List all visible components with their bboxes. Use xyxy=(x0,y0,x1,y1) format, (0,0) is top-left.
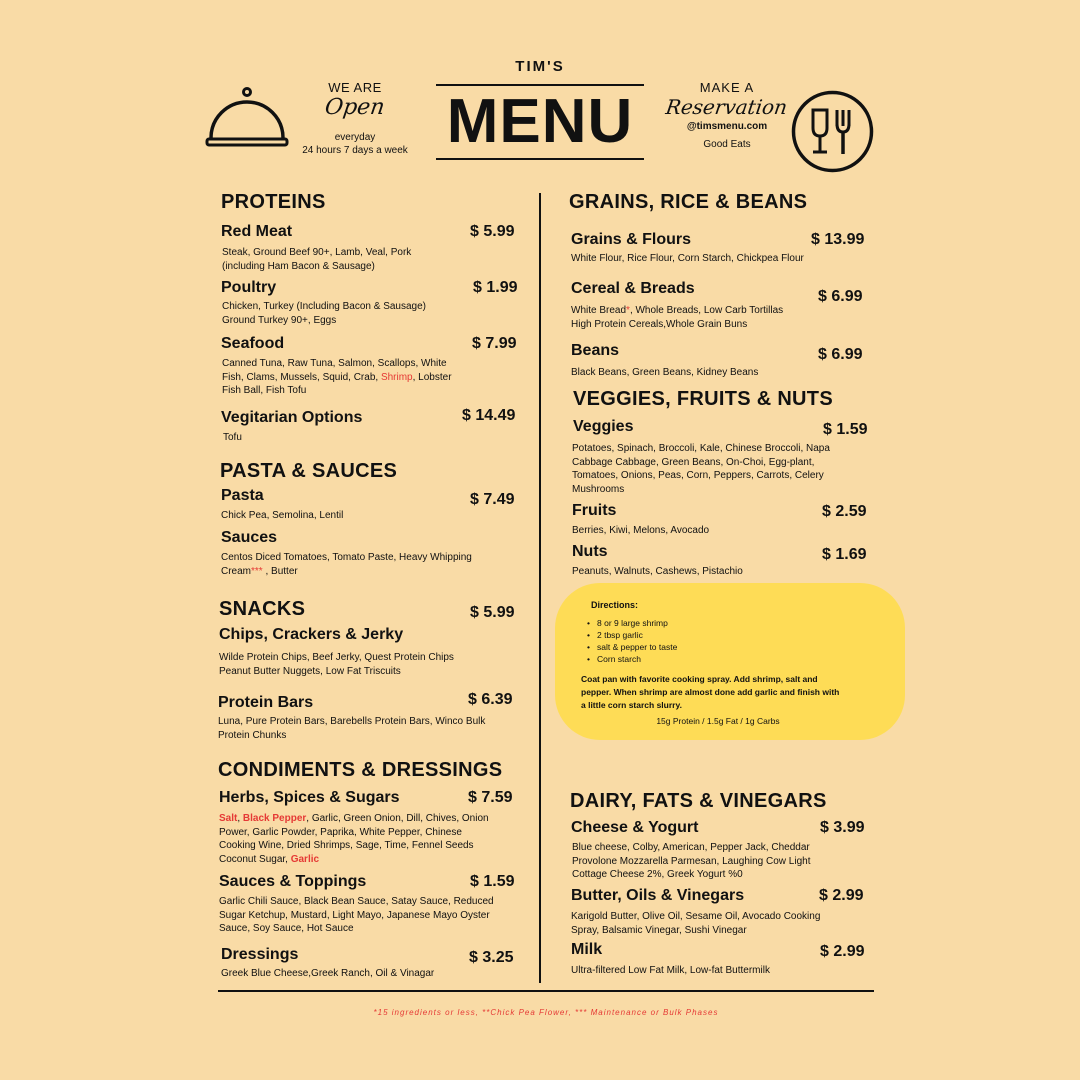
item-seafood: Seafood xyxy=(221,335,285,352)
item-fruits: Fruits xyxy=(572,502,617,519)
desc-fruits: Berries, Kiwi, Melons, Avocado xyxy=(572,525,710,536)
desc-cereal-breads: White Bread*, Whole Breads, Low Carb Tortillas High Protein Cereals,Whole Grain Buns xyxy=(571,305,784,330)
price-pasta: $ 7.49 xyxy=(470,491,515,508)
we-are-label: WE ARE xyxy=(328,80,382,95)
desc-seafood: Canned Tuna, Raw Tuna, Salmon, Scallops, White Fish, Clams, Mussels, Squid, Crab, Shrimp, Lobster Fish Ball, Fish Tofu xyxy=(222,358,452,396)
price-poultry: $ 1.99 xyxy=(473,279,518,296)
item-dressings: Dressings xyxy=(221,946,299,963)
price-cheese-yogurt: $ 3.99 xyxy=(820,819,865,836)
item-cheese-yogurt: Cheese & Yogurt xyxy=(571,819,699,836)
price-red-meat: $ 5.99 xyxy=(470,223,515,240)
header-rule-top xyxy=(436,84,644,86)
desc-veggies: Potatoes, Spinach, Broccoli, Kale, Chinese Broccoli, Napa Cabbage Cabbage, Green Beans, On-Choi, Egg-plant, Tomatoes, Onions, Peas, Corn, Peppers, Carrots, Celery Mushrooms xyxy=(572,443,830,495)
item-red-meat: Red Meat xyxy=(221,223,293,240)
item-sauces: Sauces xyxy=(221,529,278,546)
reservation-block xyxy=(664,80,790,154)
price-seafood: $ 7.99 xyxy=(472,335,517,352)
desc-red-meat: Steak, Ground Beef 90+, Lamb, Veal, Pork (including Ham Bacon & Sausage) xyxy=(222,247,412,272)
section-title-pasta: PASTA & SAUCES xyxy=(220,460,398,482)
glass-fork-icon xyxy=(791,90,874,173)
price-cereal-breads: $ 6.99 xyxy=(818,288,863,305)
desc-butter-oils: Karigold Butter, Olive Oil, Sesame Oil, Avocado Cooking Spray, Balsamic Vinegar, Sushi Vinegar xyxy=(571,911,821,936)
menu-brand xyxy=(436,58,644,160)
item-protein-bars: Protein Bars xyxy=(218,694,314,711)
desc-dressings: Greek Blue Cheese,Greek Ranch, Oil & Vinagar xyxy=(221,968,435,979)
item-beans: Beans xyxy=(571,342,620,359)
serving-cloche-icon xyxy=(205,86,289,152)
desc-protein-bars: Luna, Pure Protein Bars, Barebells Protein Bars, Winco Bulk Protein Chunks xyxy=(218,716,486,741)
desc-pasta: Chick Pea, Semolina, Lentil xyxy=(221,510,344,521)
directions-macros: 15g Protein / 1.5g Fat / 1g Carbs xyxy=(656,716,780,726)
desc-poultry: Chicken, Turkey (Including Bacon & Sausage) Ground Turkey 90+, Eggs xyxy=(222,301,426,326)
desc-cheese-yogurt: Blue cheese, Colby, American, Pepper Jack, Cheddar Provolone Mozzarella Parmesan, Laughing Cow Light Cottage Cheese 2%, Greek Yogurt %0 xyxy=(572,842,811,880)
item-milk: Milk xyxy=(571,941,603,958)
price-butter-oils: $ 2.99 xyxy=(819,887,864,904)
price-herbs: $ 7.59 xyxy=(468,789,513,806)
item-butter-oils: Butter, Oils & Vinegars xyxy=(571,887,745,904)
desc-sauces: Centos Diced Tomatoes, Tomato Paste, Heavy Whipping Cream*** , Butter xyxy=(221,552,472,577)
directions-step: • 2 tbsp garlic xyxy=(585,629,677,641)
item-pasta: Pasta xyxy=(221,487,264,504)
column-divider xyxy=(539,193,541,983)
directions-card xyxy=(555,583,905,740)
price-vegetarian: $ 14.49 xyxy=(462,407,516,424)
section-title-snacks: SNACKS xyxy=(219,598,306,620)
price-protein-bars: $ 6.39 xyxy=(468,691,513,708)
directions-step: • 8 or 9 large shrimp xyxy=(585,617,677,629)
item-poultry: Poultry xyxy=(221,279,277,296)
desc-chips: Wilde Protein Chips, Beef Jerky, Quest Protein Chips Peanut Butter Nuggets, Low Fat Triscuits xyxy=(219,652,454,677)
open-line-2: 24 hours 7 days a week xyxy=(302,145,408,157)
item-grains-flours: Grains & Flours xyxy=(571,231,692,248)
price-milk: $ 2.99 xyxy=(820,943,865,960)
price-grains-flours: $ 13.99 xyxy=(811,231,865,248)
desc-beans: Black Beans, Green Beans, Kidney Beans xyxy=(571,367,759,378)
open-hours-block xyxy=(292,80,418,157)
desc-herbs: Salt, Black Pepper, Garlic, Green Onion, Dill, Chives, Onion Power, Garlic Powder, Paprika, White Pepper, Chinese Cooking Wine, Dried Shrimps, Sage, Time, Fennel Seeds Coconut Sugar, Garlic xyxy=(219,813,489,865)
section-title-dairy: DAIRY, FATS & VINEGARS xyxy=(570,790,827,812)
open-script-label: Open xyxy=(323,95,387,120)
price-beans: $ 6.99 xyxy=(818,346,863,363)
desc-milk: Ultra-filtered Low Fat Milk, Low-fat Buttermilk xyxy=(571,965,770,976)
page-title: MENU xyxy=(446,87,634,156)
item-chips: Chips, Crackers & Jerky xyxy=(219,626,404,643)
make-a-label: MAKE A xyxy=(699,80,755,95)
reservation-handle-link[interactable]: @timsmenu.com xyxy=(686,121,768,132)
price-snacks: $ 5.99 xyxy=(470,604,515,621)
section-title-condiments: CONDIMENTS & DRESSINGS xyxy=(218,759,503,781)
directions-step: • Corn starch xyxy=(585,653,677,665)
item-veggies: Veggies xyxy=(573,418,634,435)
section-title-veggies: VEGGIES, FRUITS & NUTS xyxy=(573,388,833,410)
desc-toppings: Garlic Chili Sauce, Black Bean Sauce, Satay Sauce, Reduced Sugar Ketchup, Mustard, Light Mayo, Japanese Mayo Oyster Sauce, Soy Sauce, Hot Sauce xyxy=(219,896,494,934)
directions-steps xyxy=(585,617,677,665)
price-toppings: $ 1.59 xyxy=(470,873,515,890)
item-cereal-breads: Cereal & Breads xyxy=(571,280,695,297)
section-title-grains: GRAINS, RICE & BEANS xyxy=(569,191,808,213)
desc-vegetarian: Tofu xyxy=(223,432,242,443)
reservation-script-label: Reservation xyxy=(664,95,790,119)
item-nuts: Nuts xyxy=(572,543,608,560)
footnote: *15 ingredients or less, **Chick Pea Flower, *** Maintenance or Bulk Phases xyxy=(373,1008,719,1017)
footer-rule xyxy=(218,990,874,992)
desc-grains-flours: White Flour, Rice Flour, Corn Starch, Chickpea Flour xyxy=(571,253,804,264)
tagline: Good Eats xyxy=(703,139,751,150)
item-herbs: Herbs, Spices & Sugars xyxy=(219,789,400,806)
price-fruits: $ 2.59 xyxy=(822,503,867,520)
open-line-1: everyday xyxy=(334,132,376,144)
item-toppings: Sauces & Toppings xyxy=(219,873,367,890)
owner-name: TIM'S xyxy=(515,58,565,75)
directions-step: • salt & pepper to taste xyxy=(585,641,677,653)
price-dressings: $ 3.25 xyxy=(469,949,514,966)
directions-title: Directions: xyxy=(591,600,639,610)
directions-text: Coat pan with favorite cooking spray. Add shrimp, salt and pepper. When shrimp are almost done add garlic and finish with a little corn starch slurry. xyxy=(581,674,840,710)
price-nuts: $ 1.69 xyxy=(822,546,867,563)
section-title-proteins: PROTEINS xyxy=(221,191,326,213)
item-vegetarian: Vegitarian Options xyxy=(221,409,363,426)
header-rule-bottom xyxy=(436,158,644,160)
price-veggies: $ 1.59 xyxy=(823,421,868,438)
desc-nuts: Peanuts, Walnuts, Cashews, Pistachio xyxy=(572,566,743,577)
